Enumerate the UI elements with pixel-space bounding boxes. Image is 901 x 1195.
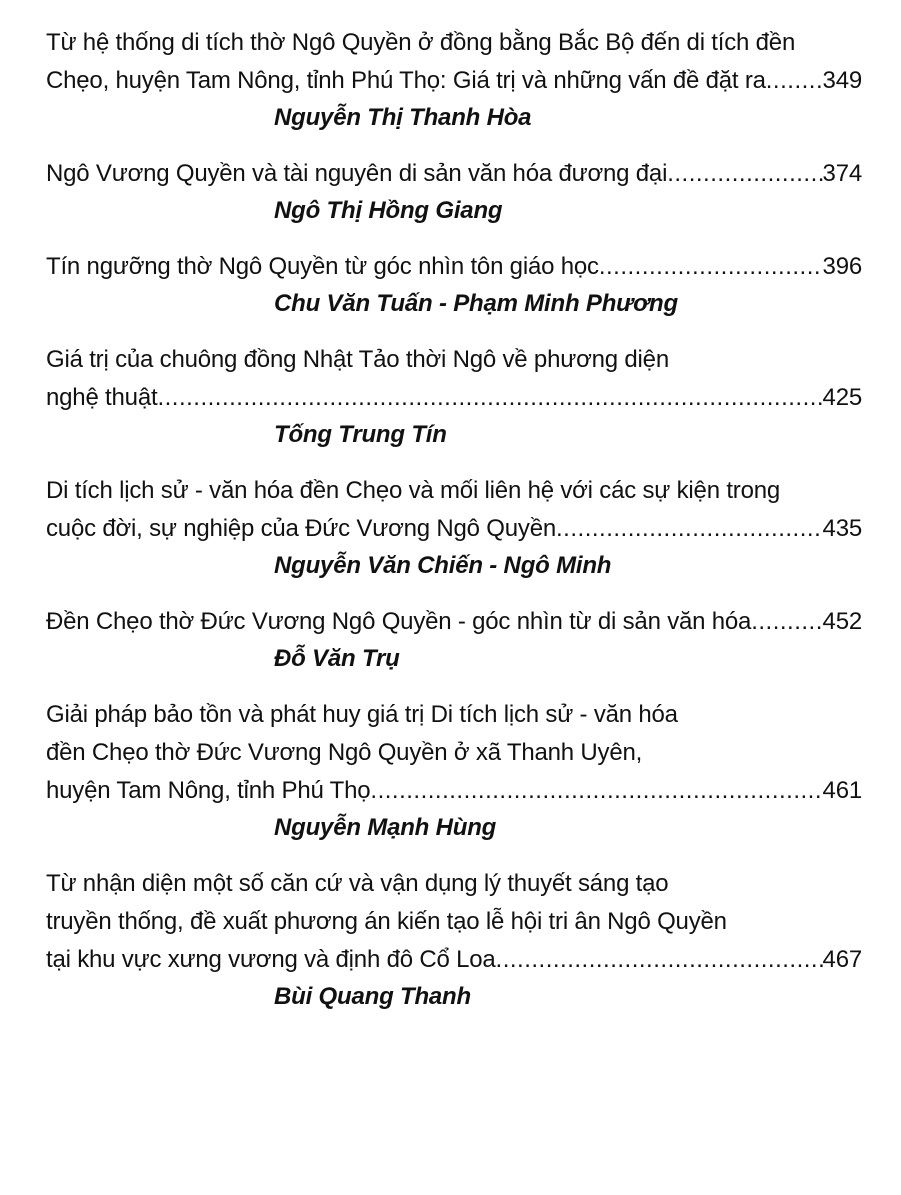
page-number: 396 [822,253,862,280]
page-number: 461 [822,777,862,804]
toc-entry-title [46,696,862,810]
title-line: Giá trị của chuông đồng Nhật Tảo thời Ngô về phương diện [46,346,669,373]
dot-leader [370,772,822,810]
toc-entry [46,865,862,1015]
title-line: tại khu vực xưng vương và định đô Cổ Loa [46,946,496,973]
toc-entry-author: Bùi Quang Thanh [274,983,471,1010]
toc-entry-title [46,155,862,193]
dot-leader [556,510,823,548]
title-line: Giải pháp bảo tồn và phát huy giá trị Di tích lịch sử - văn hóa [46,701,678,728]
toc-entry-title [46,472,862,548]
page-number: 467 [822,946,862,973]
title-line: huyện Tam Nông, tỉnh Phú Thọ [46,777,371,804]
toc-entry [46,24,862,136]
title-line: Di tích lịch sử - văn hóa đền Chẹo và mối liên hệ với các sự kiện trong [46,477,781,504]
title-line: Tín ngưỡng thờ Ngô Quyền từ góc nhìn tôn giáo học [46,253,599,280]
title-line: cuộc đời, sự nghiệp của Đức Vương Ngô Quyền [46,515,557,542]
toc-entry-author: Ngô Thị Hồng Giang [274,197,503,224]
title-line: đền Chẹo thờ Đức Vương Ngô Quyền ở xã Thanh Uyên, [46,739,643,766]
toc-entry [46,696,862,846]
dot-leader [751,603,822,641]
toc-entry [46,603,862,677]
dot-leader [599,248,823,286]
dot-leader [667,155,822,193]
toc-entry [46,155,862,229]
toc-entry-author: Nguyễn Thị Thanh Hòa [274,104,532,131]
title-line: Từ nhận diện một số căn cứ và vận dụng lý thuyết sáng tạo [46,870,669,897]
page-number: 425 [822,384,862,411]
title-line: Chẹo, huyện Tam Nông, tỉnh Phú Thọ: Giá trị và những vấn đề đặt ra [46,67,766,94]
page-number: 435 [822,515,862,542]
toc-entry [46,472,862,584]
toc-entry-title [46,603,862,641]
toc-entry-title [46,24,862,100]
toc-entry-title [46,865,862,979]
title-line: Từ hệ thống di tích thờ Ngô Quyền ở đồng bằng Bắc Bộ đến di tích đền [46,29,796,56]
dot-leader [496,941,823,979]
toc-entry [46,341,862,453]
toc-entry-author: Chu Văn Tuấn - Phạm Minh Phương [274,290,678,317]
title-line: nghệ thuật [46,384,158,411]
table-of-contents [46,24,862,1034]
toc-entry-author: Nguyễn Mạnh Hùng [274,814,497,841]
page-number: 374 [822,160,862,187]
toc-entry-author: Đỗ Văn Trụ [274,645,400,672]
title-line: Đền Chẹo thờ Đức Vương Ngô Quyền - góc nhìn từ di sản văn hóa [46,608,752,635]
title-line: Ngô Vương Quyền và tài nguyên di sản văn hóa đương đại [46,160,668,187]
toc-entry-title [46,341,862,417]
dot-leader [157,379,822,417]
toc-entry-title [46,248,862,286]
toc-entry [46,248,862,322]
page-number: 349 [822,67,862,94]
dot-leader [766,62,823,100]
toc-entry-author: Nguyễn Văn Chiến - Ngô Minh [274,552,612,579]
page-number: 452 [822,608,862,635]
title-line: truyền thống, đề xuất phương án kiến tạo lễ hội tri ân Ngô Quyền [46,908,727,935]
toc-entry-author: Tống Trung Tín [274,421,447,448]
